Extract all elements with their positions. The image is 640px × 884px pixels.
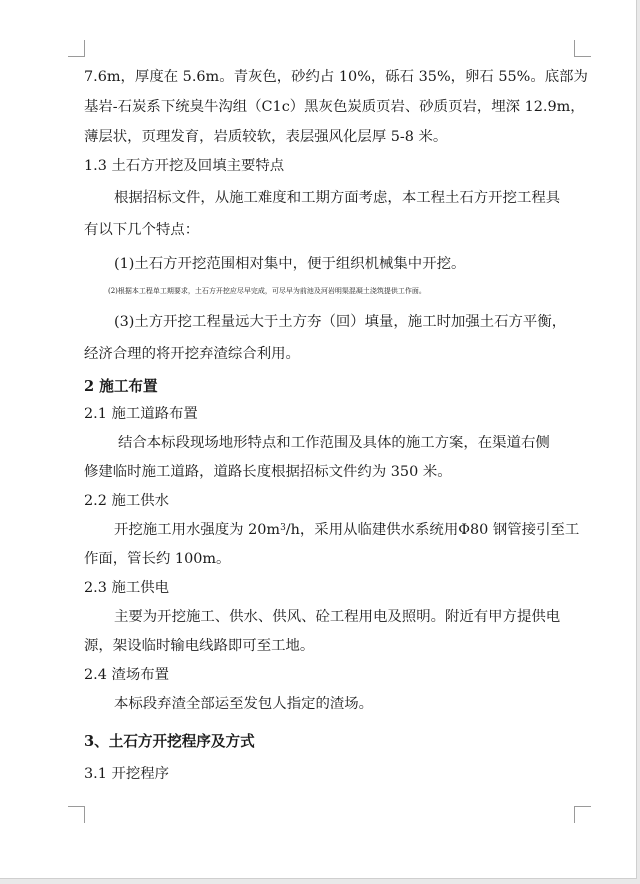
chapter-heading: 2 施工布置 xyxy=(84,378,158,395)
body-line: 本标段弃渣全部运至发包人指定的渣场。 xyxy=(114,696,374,712)
superscript: 3 xyxy=(280,523,286,533)
corner-mark-top-left xyxy=(68,40,85,57)
corner-mark-bottom-left xyxy=(68,806,85,823)
text-part: 开挖施工用水强度为 20m xyxy=(114,522,281,538)
section-heading: 1.3 土石方开挖及回填主要特点 xyxy=(84,158,285,174)
body-line: 作面，管长约 100m。 xyxy=(84,551,231,567)
body-line: 经济合理的将开挖弃渣综合利用。 xyxy=(84,346,300,362)
section-heading: 2.2 施工供水 xyxy=(84,493,170,509)
body-line: 源，架设临时输电线路即可至工地。 xyxy=(84,638,315,654)
body-line: 结合本标段现场地形特点和工作范围及具体的施工方案，在渠道右侧 xyxy=(118,435,550,451)
section-heading: 2.1 施工道路布置 xyxy=(84,406,198,422)
section-heading: 3.1 开挖程序 xyxy=(84,766,170,782)
body-line: 根据招标文件，从施工难度和工期方面考虑，本工程土石方开挖工程具 xyxy=(114,190,561,206)
text-part: /h，采用从临建供水系统用Φ80 钢管接引至工 xyxy=(285,522,580,538)
list-item: (1)土石方开挖范围相对集中，便于组织机械集中开挖。 xyxy=(114,256,466,272)
body-line: 有以下几个特点： xyxy=(84,222,200,238)
corner-mark-bottom-right xyxy=(574,806,591,823)
body-line xyxy=(114,520,579,540)
section-heading: 2.4 渣场布置 xyxy=(84,667,170,683)
body-line: 基岩-石炭系下统臭牛沟组（C1c）黑灰色炭质页岩、砂质页岩，埋深 12.9m， xyxy=(84,99,585,115)
body-line: 薄层状，页理发育，岩质较软，表层强风化层厚 5-8 米。 xyxy=(84,129,448,145)
body-line: 主要为开挖施工、供水、供风、砼工程用电及照明。附近有甲方提供电 xyxy=(114,609,561,625)
corner-mark-top-right xyxy=(574,40,591,57)
list-item: (3)土方开挖工程量远大于土方夯（回）填量，施工时加强土石方平衡， xyxy=(114,314,567,330)
body-line: 修建临时施工道路，道路长度根据招标文件约为 350 米。 xyxy=(84,464,452,480)
list-item-small: (2)根据本工程单工期要求，土石方开挖应尽早完成，可尽早为前池及河岩明渠混凝土浇筑提供工作面。 xyxy=(108,287,426,295)
body-line: 7.6m，厚度在 5.6m。青灰色，砂约占 10%，砾石 35%，卵石 55%。底部为 xyxy=(84,69,588,85)
chapter-heading: 3、土石方开挖程序及方式 xyxy=(84,733,255,750)
section-heading: 2.3 施工供电 xyxy=(84,580,170,596)
